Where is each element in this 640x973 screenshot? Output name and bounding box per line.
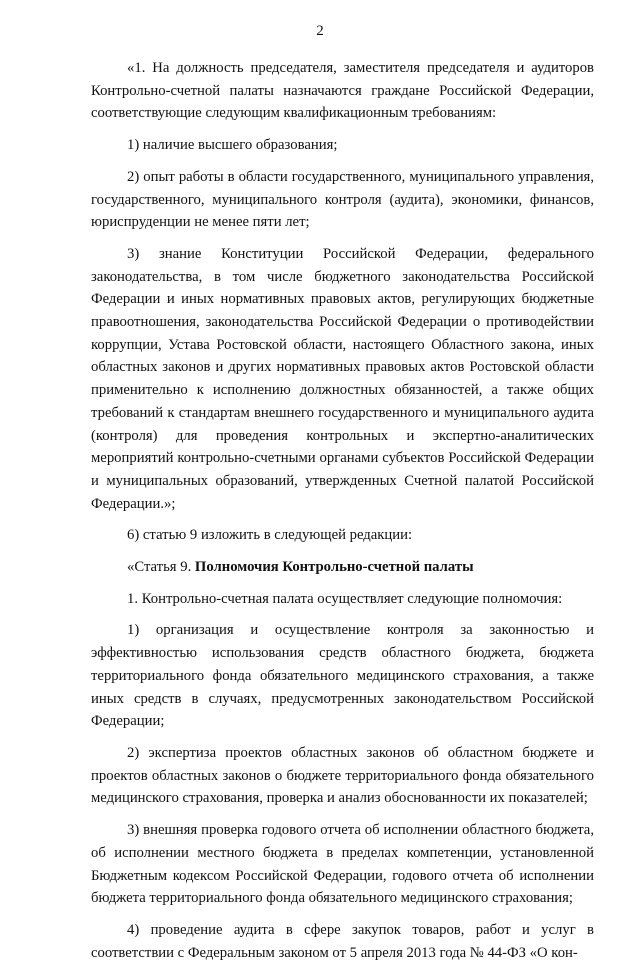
paragraph-powers-intro: 1. Контрольно-счетная палата осуществляет следующие полномочия: <box>127 590 563 607</box>
document-body <box>91 57 594 973</box>
paragraph-intro: «1. На должность председателя, заместителя председателя и аудиторов Контрольно-счетной палаты назначаются граждане Российской Федерации, соответствующие следующим квалификационным требованиям: <box>91 60 594 122</box>
article-heading-prefix: «Статья 9. <box>127 559 195 576</box>
paragraph-power-4: 4) проведение аудита в сфере закупок товаров, работ и услуг в соответствии с Федеральным законом от 5 апреля 2013 года № 44-ФЗ «О кон- <box>91 921 594 961</box>
paragraph-item-2: 2) опыт работы в области государственного, муниципального управления, государственного, муниципального контроля (аудита), экономики, финансов, юриспруденции не менее пяти лет; <box>91 168 594 231</box>
paragraph-power-2: 2) экспертиза проектов областных законов об областном бюджете и проектов областных законов о бюджете территориального фонда обязательного медицинского страхования, проверка и анализ обоснованности их показателей; <box>91 744 594 807</box>
paragraph-item-1: 1) наличие высшего образования; <box>127 137 338 154</box>
paragraph-power-3: 3) внешняя проверка годового отчета об исполнении областного бюджета, об исполнении местного бюджета в пределах компетенции, установленной Бюджетным кодексом Российской Федерации, годового отчета об исполнении бюджета территориального фонда обязательного медицинского страхования; <box>91 822 594 907</box>
article-heading <box>91 556 594 579</box>
paragraph-item-3: 3) знание Конституции Российской Федерации, федерального законодательства, в том числе бюджетного законодательства Российской Федерации и иных нормативных правовых актов, регулирующих бюджетные правоотношения, законодательства Российской Федерации о противодействии коррупции, Устава Ростовской области, настоящего Областного закона, иных областных законов и других нормативных правовых актов Ростовской области применительно к исполнению должностных обязанностей, а также общих требований к стандартам внешнего государственного и муниципального аудита (контроля) для проведения контрольных и экспертно-аналитических мероприятий контрольно-счетными органами субъектов Российской Федерации и муниципальных образований, утвержденных Счетной палатой Российской Федерации.»; <box>91 245 594 512</box>
page-number: 2 <box>316 23 324 39</box>
paragraph-item-6: 6) статью 9 изложить в следующей редакции: <box>127 527 413 544</box>
paragraph-power-1: 1) организация и осуществление контроля за законностью и эффективностью использования средств областного бюджета, бюджета территориального фонда обязательного медицинского страхования, а также иных средств в случаях, предусмотренных законодательством Российской Федерации; <box>91 622 594 730</box>
article-heading-title: Полномочия Контрольно-счетной палаты <box>194 559 474 576</box>
